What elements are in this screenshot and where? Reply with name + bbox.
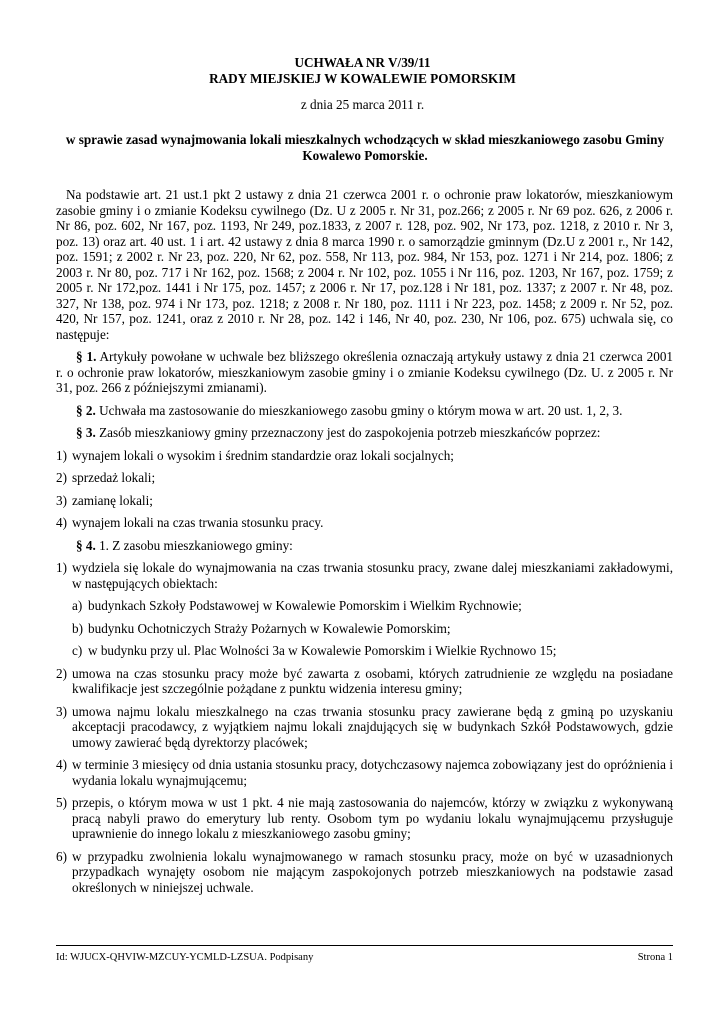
document-id: Id: WJUCX-QHVIW-MZCUY-YCMLD-LZSUA. Podpisany bbox=[56, 952, 314, 963]
subject-line-2: Kowalewo Pomorskie. bbox=[302, 147, 428, 163]
sub-list-letter: c) bbox=[72, 643, 83, 658]
sub-list-item bbox=[56, 621, 673, 637]
paragraph-2 bbox=[56, 403, 673, 419]
list-number: 3) bbox=[56, 492, 67, 508]
page-number: Strona 1 bbox=[637, 952, 673, 963]
list-number: 1) bbox=[56, 447, 67, 463]
paragraph-label: § 1. bbox=[76, 349, 97, 364]
resolution-number: UCHWAŁA NR V/39/11 bbox=[294, 55, 431, 70]
list-item bbox=[56, 515, 673, 531]
list-item bbox=[56, 704, 673, 751]
paragraph-text: Uchwała ma zastosowanie do mieszkaniowego zasobu gminy o którym mowa w art. 20 ust. 1, 2, 3. bbox=[95, 402, 623, 418]
list-text: zamianę lokali; bbox=[72, 492, 153, 508]
paragraph-4 bbox=[56, 538, 673, 554]
list-number: 1) bbox=[56, 560, 67, 575]
resolution-date: z dnia 25 marca 2011 r. bbox=[300, 97, 425, 112]
list-number: 5) bbox=[56, 795, 67, 810]
list-text: sprzedaż lokali; bbox=[72, 470, 156, 485]
sub-list-letter: a) bbox=[72, 598, 83, 613]
list-number: 3) bbox=[56, 703, 67, 719]
list-text: wydziela się lokale do wynajmowania na czas trwania stosunku pracy, zwane dalej mieszkaniami zakładowymi, w następujących obiektach: bbox=[72, 560, 673, 591]
list-text: umowa na czas stosunku pracy może być zawarta z osobami, których zatrudnienie ze względu na posiadane kwalifikacje jest szczególnie pożądane z punktu widzenia interesu gminy; bbox=[72, 665, 673, 696]
list-item bbox=[56, 560, 673, 591]
list-text: wynajem lokali na czas trwania stosunku pracy. bbox=[72, 515, 324, 530]
list-item bbox=[56, 448, 673, 464]
legal-basis-paragraph: Na podstawie art. 21 ust.1 pkt 2 ustawy z dnia 21 czerwca 2001 r. o ochronie praw lokatorów, mieszkaniowym zasobie gminy i o zmianie Kodeksu cywilnego (Dz. U z 2005 r. Nr 31, poz.266; z 2005 r. Nr 69 poz. 626, z 2006 r. Nr 86, poz. 602, Nr 167, poz. 1193, Nr 249, poz.1833, z 2007 r. 128, poz. 902, Nr 173, poz. 1218, z 2010 r. Nr 3, poz. 13) oraz art. 40 ust. 1 i art. 42 ustawy z dnia 8 marca 1990 r. o samorządzie gminnym (Dz.U z 2001 r., Nr 142, poz. 1591; z 2002 r. Nr 23, poz. 220, Nr 62, poz. 558, Nr 113, poz. 984, Nr 153, poz. 1271 i Nr 214, poz. 1806; z 2003 r. Nr 80, poz. 717 i Nr 162, poz. 1568; z 2004 r. Nr 102, poz. 1055 i Nr 116, poz. 1203, Nr 167, poz. 1759; z 2005 r. Nr 172,poz. 1441 i Nr 175, poz. 1457; z 2006 r. Nr 17, poz.128 i Nr 181, poz. 1337; z 2007 r. Nr 48, poz. 327, Nr 138, poz. 974 i Nr 173, poz. 1218; z 2008 r. Nr 180, poz. 1111 i Nr 223, poz. 1458; z 2009 r. Nr 52, poz. 420, Nr 157, poz. 1241, oraz z 2010 r. Nr 28, poz. 142 i 146, Nr 40, poz. 230, Nr 106, poz. 675) uchwala się, co następuje: bbox=[56, 187, 673, 342]
document-body bbox=[56, 187, 673, 895]
list-number: 6) bbox=[56, 848, 67, 864]
resolution-title bbox=[0, 55, 725, 86]
paragraph-3 bbox=[56, 425, 673, 441]
list-text: w terminie 3 miesięcy od dnia ustania stosunku pracy, dotychczasowy najemca zobowiązany jest do opróżnienia i wydania lokalu wynajmującemu; bbox=[72, 757, 673, 788]
list-item bbox=[56, 795, 673, 842]
list-text: wynajem lokali o wysokim i średnim standardzie oraz lokali socjalnych; bbox=[72, 447, 454, 463]
list-item bbox=[56, 849, 673, 896]
list-item bbox=[56, 666, 673, 697]
paragraph-text: Zasób mieszkaniowy gminy przeznaczony jest do zaspokojenia potrzeb mieszkańców poprzez: bbox=[95, 425, 601, 440]
paragraph-label: § 4. bbox=[76, 537, 96, 553]
footer-divider bbox=[56, 945, 673, 946]
list-number: 4) bbox=[56, 757, 67, 772]
sub-list-text: budynkach Szkoły Podstawowej w Kowalewie Pomorskim i Wielkim Rychnowie; bbox=[88, 598, 522, 613]
paragraph-label: § 3. bbox=[76, 425, 96, 440]
sub-list-text: w budynku przy ul. Plac Wolności 3a w Kowalewie Pomorskim i Wielkie Rychnowo 15; bbox=[88, 643, 557, 658]
paragraph-text: 1. Z zasobu mieszkaniowego gminy: bbox=[95, 537, 293, 553]
sub-list-letter: b) bbox=[72, 620, 83, 636]
paragraph-1 bbox=[56, 349, 673, 396]
paragraph-label: § 2. bbox=[76, 402, 96, 418]
list-text: w przypadku zwolnienia lokalu wynajmowanego w ramach stosunku pracy, może on być w uzasadnionych przypadkach wynajęty osobom nie mającym zaspokojonych potrzeb mieszkaniowych na podstawie zasad określonych w niniejszej uchwale. bbox=[72, 848, 673, 895]
list-item bbox=[56, 757, 673, 788]
resolution-subject bbox=[60, 132, 670, 163]
council-name: RADY MIEJSKIEJ W KOWALEWIE POMORSKIM bbox=[209, 70, 516, 86]
paragraph-text: Artykuły powołane w uchwale bez bliższego określenia oznaczają artykuły ustawy z dnia 21 czerwca 2001 r. o ochronie praw lokatorów, mieszkaniowym zasobie gminy i o zmianie Kodeksu cywilnego (Dz. U. z 2005 r. Nr 31, poz. 266 z późniejszymi zmianami). bbox=[56, 349, 674, 395]
list-text: przepis, o którym mowa w ust 1 pkt. 4 nie mają zastosowania do najemców, którzy w związku z wykonywaną pracą nabyli prawo do emerytury lub renty. Osobom tym po wydaniu lokalu wynajmującemu przysługuje uprawnienie do innego lokalu z mieszkaniowego zasobu gminy; bbox=[72, 795, 673, 841]
sub-list-item bbox=[56, 643, 673, 659]
list-text: umowa najmu lokalu mieszkalnego na czas trwania stosunku pracy zawierane będą z gminą po uzyskaniu akceptacji pracodawcy, z wyjątkiem najmu lokali znajdujących się w budynkach Szkół Podstawowych, gdzie umowy zawierać będą dyrektorzy placówek; bbox=[72, 703, 673, 750]
sub-list-text: budynku Ochotniczych Straży Pożarnych w Kowalewie Pomorskim; bbox=[88, 620, 451, 636]
list-number: 4) bbox=[56, 515, 67, 530]
subject-line-1: w sprawie zasad wynajmowania lokali mieszkalnych wchodzących w skład mieszkaniowego zasobu Gminy bbox=[65, 132, 665, 147]
list-number: 2) bbox=[56, 665, 67, 681]
list-number: 2) bbox=[56, 470, 67, 485]
sub-list-item bbox=[56, 598, 673, 614]
list-item bbox=[56, 493, 673, 509]
list-item bbox=[56, 470, 673, 486]
